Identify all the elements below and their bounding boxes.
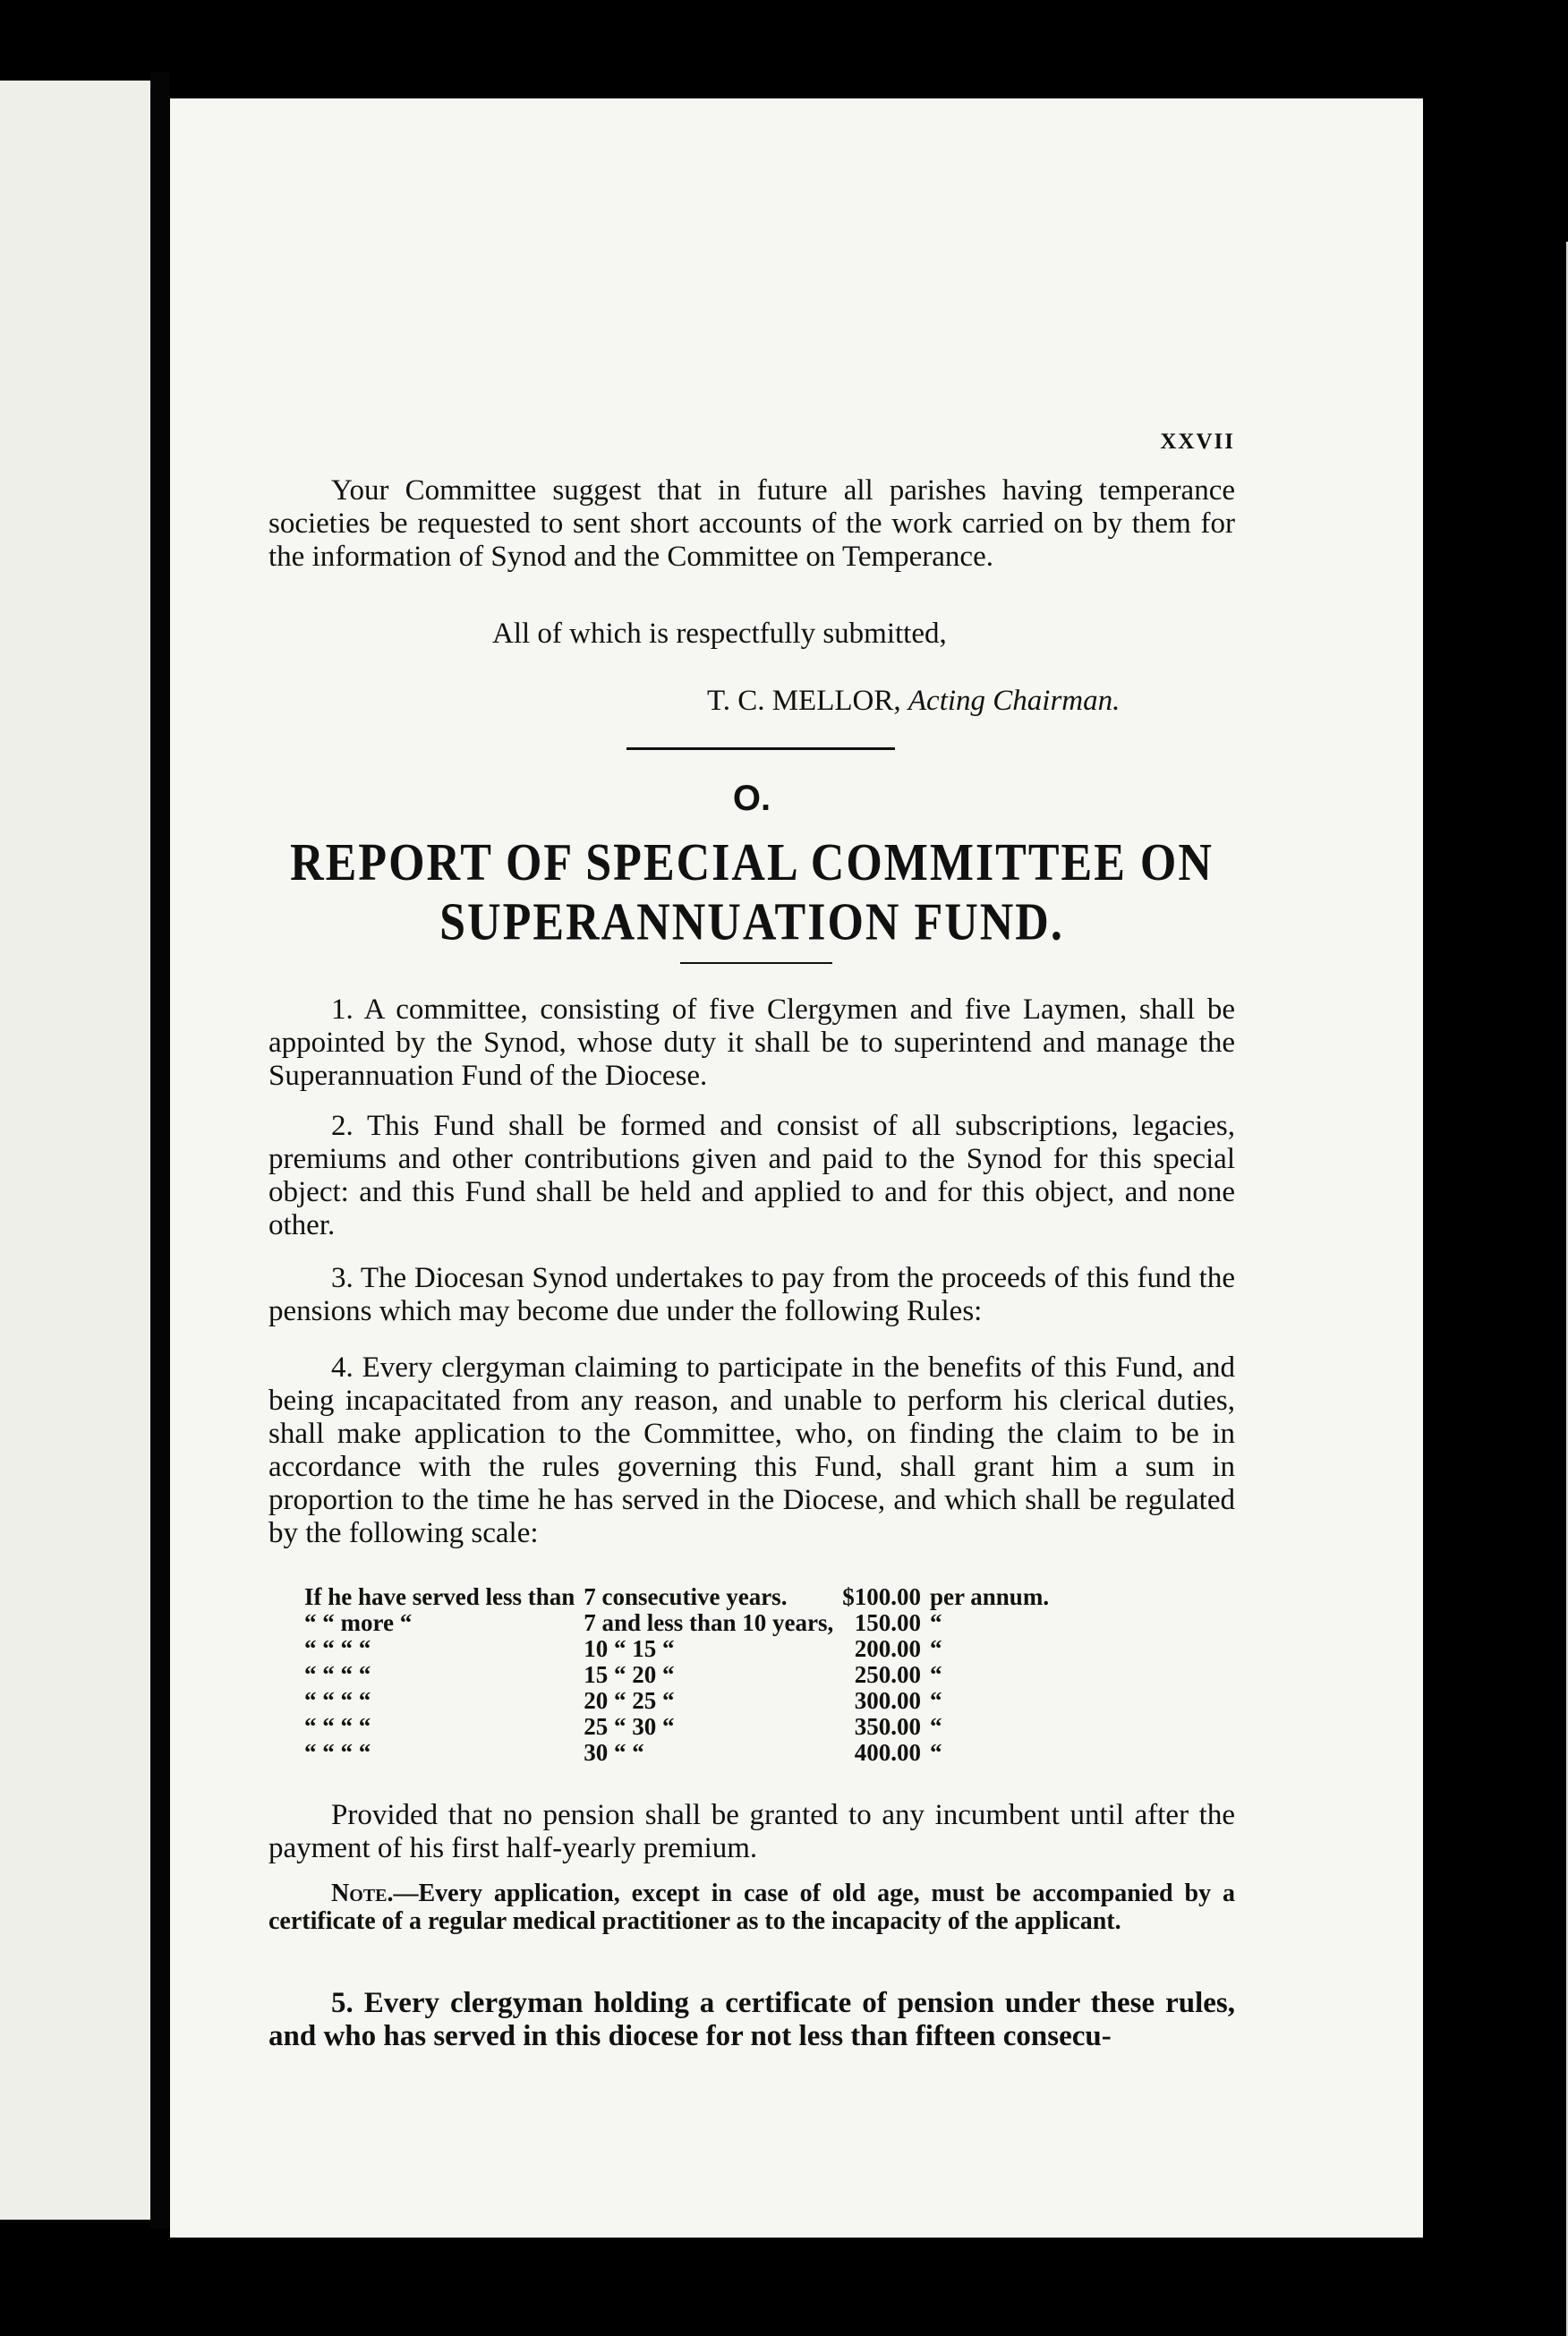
scale-years: 30 “ “ — [584, 1739, 644, 1766]
scale-amount: 200.00 — [854, 1635, 922, 1662]
report-title-line-1: REPORT OF SPECIAL COMMITTEE ON — [290, 833, 1214, 892]
scale-amount: 250.00 — [854, 1661, 922, 1688]
rule-1: 1. A committee, consisting of five Clergymen and five Laymen, shall be appointed by the Synod, whose duty it shall be to superintend and manage the Superannuation Fund of the Diocese. — [268, 993, 1235, 1092]
table-row — [304, 1740, 1058, 1766]
rule-5: 5. Every clergyman holding a certificate of pension under these rules, and who has served in this diocese for not less than fifteen consecu- — [268, 1987, 1235, 2052]
table-row — [304, 1662, 1058, 1688]
table-row — [304, 1610, 1058, 1636]
section-divider — [626, 747, 895, 750]
proviso-paragraph: Provided that no pension shall be granted to any incumbent until after the payment of his first half-yearly premium. — [268, 1799, 1235, 1864]
scale-amount: 400.00 — [854, 1739, 922, 1766]
temperance-paragraph: Your Committee suggest that in future all parishes having temperance societies be requested to sent short accounts of the work carried on by them for the information of Synod and the Committee on Temperance. — [268, 474, 1235, 573]
pension-scale-table — [304, 1584, 1058, 1766]
scale-service: “ “ “ “ — [304, 1635, 371, 1662]
scale-service: “ “ “ “ — [304, 1661, 371, 1688]
scale-unit: “ — [930, 1609, 942, 1636]
signature — [707, 685, 1120, 718]
scale-years: 10 “ 15 “ — [584, 1635, 675, 1662]
scale-service: “ “ “ “ — [304, 1713, 371, 1740]
scale-years: 20 “ 25 “ — [584, 1687, 675, 1714]
table-row — [304, 1584, 1058, 1610]
rule-2: 2. This Fund shall be formed and consist of all subscriptions, legacies, premiums and other contributions given and paid to the Synod for this special object: and this Fund shall be held and applied to and for this object, and none other. — [268, 1110, 1235, 1241]
note-label: Note. — [331, 1880, 394, 1907]
title-divider — [680, 962, 832, 964]
scale-service: “ “ “ “ — [304, 1687, 371, 1714]
table-row — [304, 1688, 1058, 1714]
scale-unit: per annum. — [930, 1583, 1050, 1610]
scale-unit: “ — [930, 1687, 942, 1714]
submitted-line: All of which is respectfully submitted, — [492, 618, 947, 650]
scale-service: “ “ “ “ — [304, 1739, 371, 1766]
signer-name: T. C. MELLOR, — [707, 685, 901, 717]
note-text: —Every application, except in case of old age, must be accompanied by a certificate of a regular medical practitioner as to the incapacity of the applicant. — [268, 1880, 1235, 1935]
document-page — [170, 98, 1423, 2238]
page-number: XXVII — [1160, 430, 1235, 454]
scale-unit: “ — [930, 1661, 942, 1688]
table-row — [304, 1636, 1058, 1662]
report-title-line-2: SUPERANNUATION FUND. — [439, 893, 1064, 952]
scale-years: 7 consecutive years. — [584, 1583, 788, 1610]
scale-unit: “ — [930, 1635, 942, 1662]
rule-4: 4. Every clergyman claiming to participate in the benefits of this Fund, and being incapacitated from any reason, and unable to perform his clerical duties, shall make application to the Committee, who, on finding the claim to be in accordance with the rules governing this Fund, shall grant him a sum in proportion to the time he has served in the Diocese, and which shall be regulated by the following scale: — [268, 1351, 1235, 1549]
scale-amount: 300.00 — [854, 1687, 922, 1714]
table-row — [304, 1714, 1058, 1740]
report-title — [268, 833, 1235, 952]
note-paragraph — [268, 1880, 1235, 1935]
scale-amount: 150.00 — [854, 1609, 922, 1636]
scale-service: If he have served less than — [304, 1583, 575, 1610]
signer-title: Acting Chairman. — [908, 685, 1121, 717]
scale-years: 25 “ 30 “ — [584, 1713, 675, 1740]
book-gutter — [150, 72, 170, 2229]
scale-service: “ “ more “ — [304, 1609, 413, 1636]
scale-years: 15 “ 20 “ — [584, 1661, 675, 1688]
left-page-edge — [0, 81, 150, 2220]
scale-unit: “ — [930, 1713, 942, 1740]
rule-3: 3. The Diocesan Synod undertakes to pay from the proceeds of this fund the pensions which may become due under the following Rules: — [268, 1262, 1235, 1327]
scale-amount: $100.00 — [842, 1583, 922, 1610]
scale-amount: 350.00 — [854, 1713, 922, 1740]
scale-unit: “ — [930, 1739, 942, 1766]
scale-years: 7 and less than 10 years, — [584, 1609, 834, 1636]
section-letter: O. — [732, 779, 771, 818]
